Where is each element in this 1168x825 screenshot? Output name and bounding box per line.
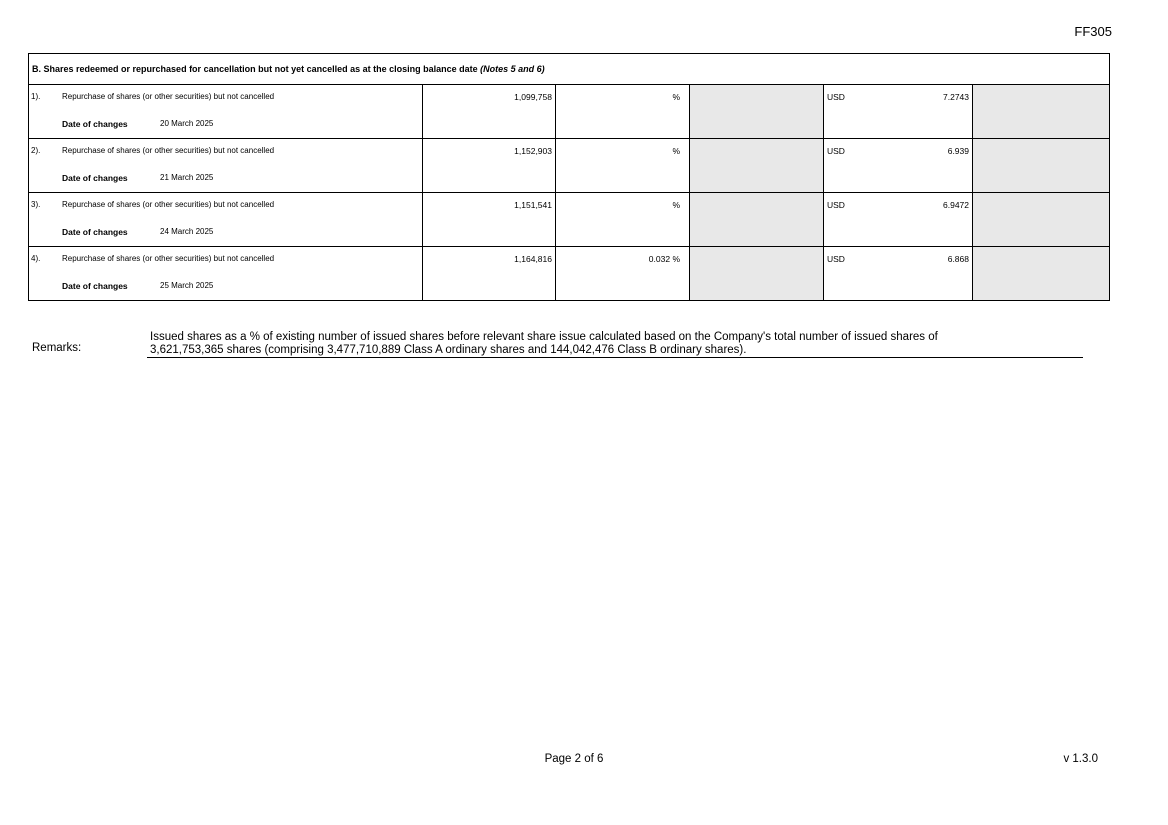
table-row	[29, 85, 1110, 139]
shares-repurchased-table	[28, 53, 1110, 301]
remarks-label: Remarks:	[32, 342, 82, 354]
table-row	[29, 139, 1110, 193]
percent-sign: %	[672, 254, 680, 264]
price-value: 6.868	[947, 254, 969, 264]
date-value: 24 March 2025	[160, 227, 214, 236]
row-description-cell	[29, 247, 423, 301]
section-title-notes: (Notes 5 and 6)	[480, 64, 545, 74]
shaded-cell	[973, 85, 1110, 139]
date-label: Date of changes	[62, 227, 128, 237]
remarks-line-2: 3,621,753,365 shares (comprising 3,477,710,889 Class A ordinary shares and 144,042,476 Class B ordinary shares).	[150, 344, 747, 356]
percentage-cell	[556, 139, 690, 193]
row-description: Repurchase of shares (or other securities) but not cancelled	[62, 200, 275, 209]
price-cell	[824, 85, 973, 139]
shaded-cell	[973, 247, 1110, 301]
shaded-cell	[690, 193, 824, 247]
date-value: 20 March 2025	[160, 119, 214, 128]
remarks-line-1: Issued shares as a % of existing number of issued shares before relevant share issue calculated based on the Company's total number of issued shares of	[150, 331, 938, 343]
row-description: Repurchase of shares (or other securities) but not cancelled	[62, 92, 275, 101]
currency: USD	[827, 92, 845, 102]
date-label: Date of changes	[62, 281, 128, 291]
row-description-cell	[29, 139, 423, 193]
shares-cell	[423, 139, 556, 193]
shaded-cell	[973, 139, 1110, 193]
price-cell	[824, 139, 973, 193]
currency: USD	[827, 200, 845, 210]
row-number: 1).	[31, 92, 41, 101]
percentage-cell	[556, 247, 690, 301]
table-row	[29, 247, 1110, 301]
form-code: FF305	[1074, 24, 1112, 39]
percentage-cell	[556, 193, 690, 247]
shaded-cell	[690, 85, 824, 139]
shares-value: 1,164,816	[514, 254, 552, 264]
row-number: 2).	[31, 146, 41, 155]
date-value: 25 March 2025	[160, 281, 214, 290]
shares-cell	[423, 85, 556, 139]
price-cell	[824, 247, 973, 301]
table-row	[29, 193, 1110, 247]
percentage-cell	[556, 85, 690, 139]
row-description-cell	[29, 193, 423, 247]
percent-sign: %	[672, 92, 680, 102]
currency: USD	[827, 146, 845, 156]
row-description: Repurchase of shares (or other securities) but not cancelled	[62, 254, 275, 263]
shaded-cell	[973, 193, 1110, 247]
shares-value: 1,152,903	[514, 146, 552, 156]
date-value: 21 March 2025	[160, 173, 214, 182]
row-number: 3).	[31, 200, 41, 209]
row-description: Repurchase of shares (or other securities) but not cancelled	[62, 146, 275, 155]
section-title	[29, 54, 1110, 85]
price-cell	[824, 193, 973, 247]
row-description-cell	[29, 85, 423, 139]
row-number: 4).	[31, 254, 41, 263]
currency: USD	[827, 254, 845, 264]
version-label: v 1.3.0	[1063, 753, 1098, 765]
shares-value: 1,151,541	[514, 200, 552, 210]
shaded-cell	[690, 139, 824, 193]
price-value: 7.2743	[943, 92, 969, 102]
date-label: Date of changes	[62, 173, 128, 183]
remarks-text	[147, 331, 1083, 358]
page-number: Page 2 of 6	[544, 753, 604, 765]
percent-sign: %	[672, 146, 680, 156]
shares-value: 1,099,758	[514, 92, 552, 102]
shares-cell	[423, 247, 556, 301]
percent-sign: %	[672, 200, 680, 210]
percentage-value: 0.032	[648, 254, 671, 264]
price-value: 6.9472	[943, 200, 969, 210]
section-title-text: B. Shares redeemed or repurchased for cancellation but not yet cancelled as at the closing balance date	[32, 64, 478, 74]
shares-cell	[423, 193, 556, 247]
price-value: 6.939	[947, 146, 969, 156]
date-label: Date of changes	[62, 119, 128, 129]
shaded-cell	[690, 247, 824, 301]
